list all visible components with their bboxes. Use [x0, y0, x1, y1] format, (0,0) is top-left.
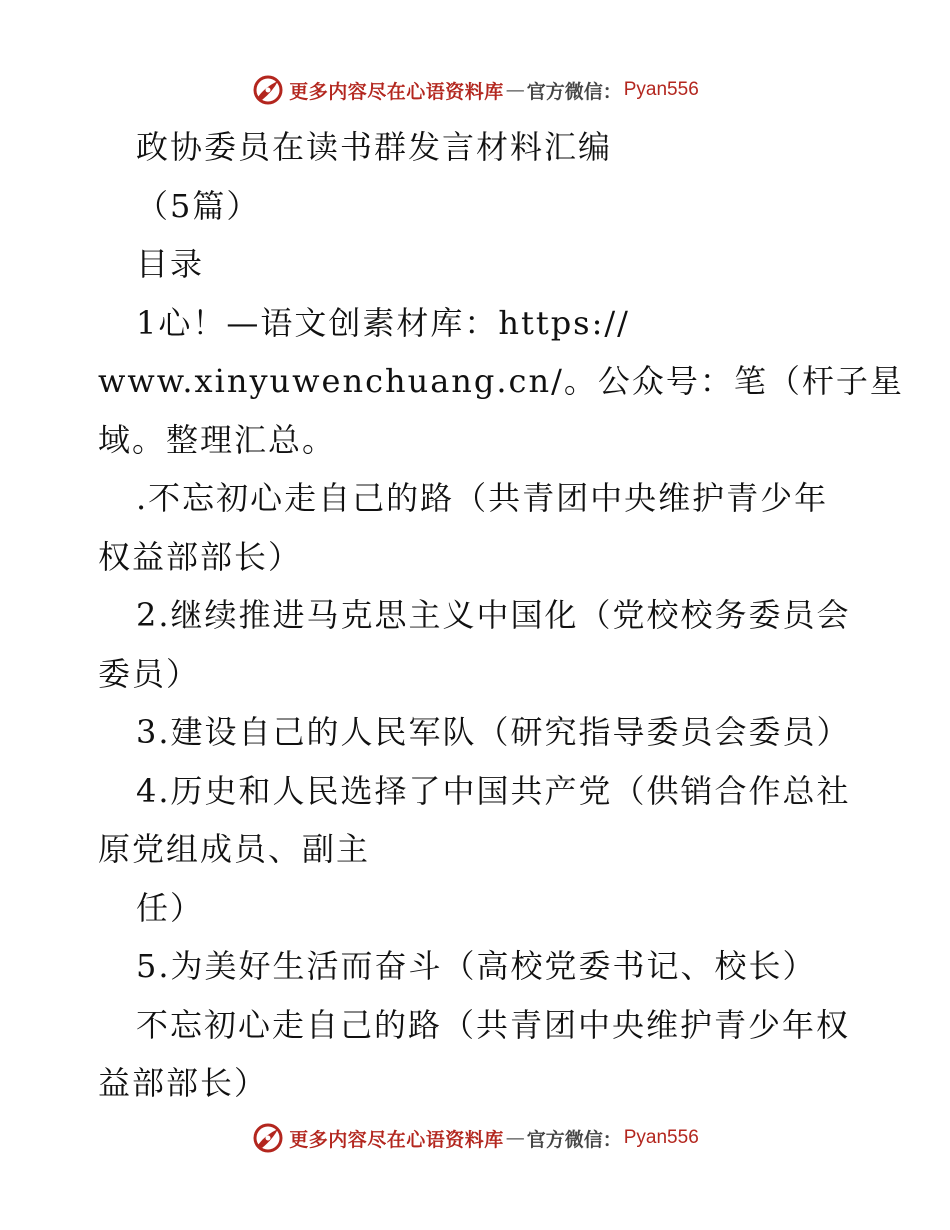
text-line: 1心！—语文创素材库：https:// — [136, 303, 630, 342]
toc-item: 3.建设自己的人民军队（研究指导委员会委员） — [136, 713, 851, 751]
toc-item-cont: 任） — [136, 888, 205, 927]
toc-item: 2.继续推进马克思主义中国化（党校校务委员会 — [136, 596, 851, 634]
toc-item-cont: 委员） — [98, 654, 201, 693]
document-subtitle: （5篇） — [136, 186, 261, 225]
toc-item-cont: 权益部部长） — [98, 537, 303, 576]
banner-wechat-label: 官方微信： — [526, 1128, 622, 1151]
document-body — [98, 118, 904, 1113]
toc-item: 4.历史和人民选择了中国共产党（供销合作总社 — [136, 771, 851, 810]
banner-wechat-id: Pyan556 — [623, 79, 699, 100]
footer-banner — [0, 1118, 950, 1158]
toc-item-cont: 原党组成员、副主 — [98, 830, 371, 868]
banner-wechat-id: Pyan556 — [623, 1127, 699, 1148]
toc-heading: 目录 — [136, 245, 205, 283]
text-line: www.xinyuwenchuang.cn/。公众号：笔（杆子星 — [98, 362, 904, 400]
pen-nib-logo-icon — [251, 73, 285, 107]
toc-item: .不忘初心走自己的路（共青团中央维护青少年 — [136, 479, 829, 517]
text-line: 域。整理汇总。 — [98, 420, 337, 459]
section-heading-cont: 益部部长） — [98, 1064, 269, 1102]
pen-nib-logo-icon — [251, 1121, 285, 1155]
banner-separator: — — [505, 1127, 525, 1149]
banner-separator: — — [505, 79, 525, 101]
banner-wechat-label: 官方微信： — [526, 80, 622, 103]
toc-item: 5.为美好生活而奋斗（高校党委书记、校长） — [136, 947, 817, 985]
document-title: 政协委员在读书群发言材料汇编 — [136, 128, 613, 166]
banner-text: 更多内容尽在心语资料库 — [289, 80, 504, 103]
header-banner — [0, 70, 950, 110]
section-heading: 不忘初心走自己的路（共青团中央维护青少年权 — [136, 1005, 851, 1044]
banner-text: 更多内容尽在心语资料库 — [289, 1128, 504, 1151]
